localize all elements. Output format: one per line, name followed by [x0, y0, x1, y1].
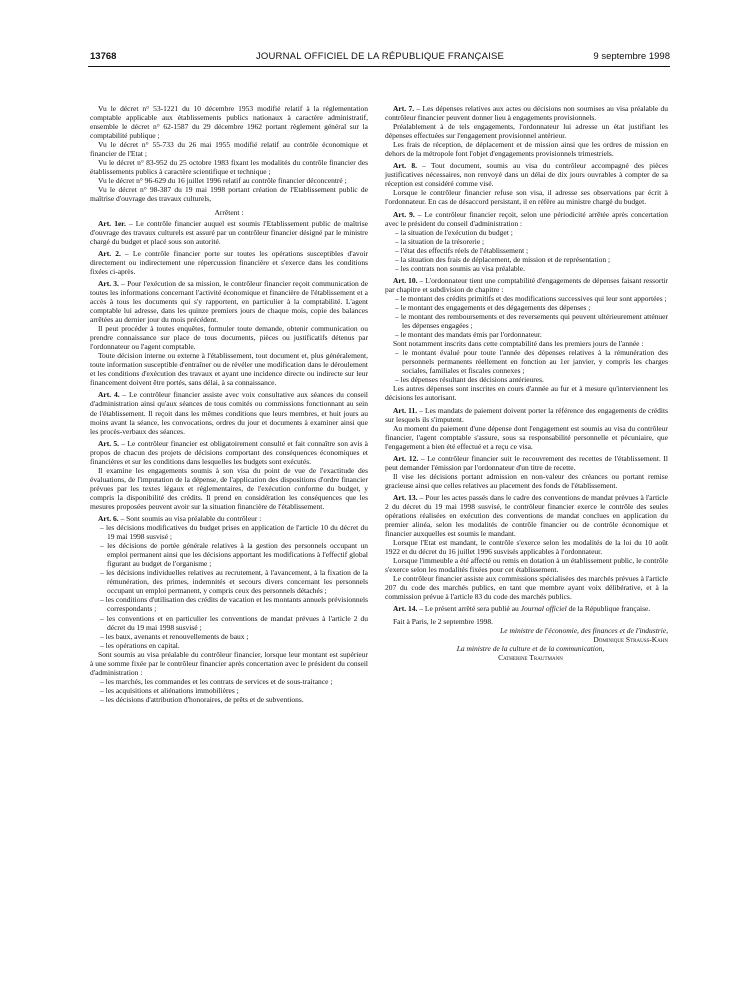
signing-place-date: Fait à Paris, le 2 septembre 1998. — [393, 616, 493, 626]
list-item: – la situation de l'exécution du budget ; — [395, 227, 513, 237]
visa-paragraph: Vu le décret n° 98-387 du 19 mai 1998 portant création de l'Etablissement public de maîtrise d'ouvrage des travaux culturels, — [90, 185, 368, 204]
visa-paragraph: Vu le décret n° 96-629 du 16 juillet 1996 relatif au contrôle financier déconcentré ; — [98, 176, 347, 186]
article-10-list-2 — [385, 348, 668, 384]
list-item: – les conditions d'utilisation des crédits de vacation et les montants annuels prévisionnels correspondants ; — [100, 595, 368, 614]
article-paragraph: Sont soumis au visa préalable du contrôleur financier, lorsque leur montant est supérieur à une somme fixée par le contrôleur financier après concertation avec le président du conseil d'administration : — [90, 649, 368, 677]
article-label: Art. 2. — [98, 248, 121, 258]
page-header — [90, 51, 670, 65]
article-label: Art. 14. — [393, 604, 418, 614]
article-paragraph: Lorsque le contrôleur financier refuse son visa, il adresse ses observations par écrit à l'ordonnateur. En cas de désaccord persistant, il en réfère au ministre chargé du budget. — [385, 188, 668, 207]
article-1: Art. 1er. – Le contrôle financier auquel est soumis l'Etablissement public de maîtrise d'ouvrage des travaux culturels est assuré par un contrôleur financier désigné par le ministre chargé du budget et placé sous son autorité. — [90, 218, 368, 246]
issue-date: 9 septembre 1998 — [593, 51, 670, 62]
article-14: Art. 14. – Le présent arrêté sera publié au Journal officiel de la République française. — [393, 604, 651, 614]
article-12: Art. 12. – Le contrôleur financier suit le recouvrement des recettes de l'établissement. Il peut demander l'émission par l'ordonnateur d'un titre de recette. — [385, 453, 668, 472]
article-label: Art. 1er. — [98, 218, 126, 228]
article-paragraph: Lorsque l'Etat est mandant, le contrôle s'exerce selon les modalités de la loi du 10 août 1922 et du décret du 16 juillet 1996 susvisés applicables à l'ordonnateur. — [385, 538, 668, 557]
article-paragraph: Le contrôleur financier assiste aux commissions spécialisées des marchés prévues à l'article 207 du code des marchés publics, en tant que membre ayant voix délibérative, et à la commission prévue à l'article 83 du code des marchés publics. — [385, 574, 668, 602]
list-item: – les décisions individuelles relatives au recrutement, à l'avancement, à la fixation de la rémunération, des primes, indemnités et secours divers concernant les personnels occupant un emploi permanent, y compris ceux des personnels détachés ; — [100, 568, 368, 596]
article-10: Art. 10. – L'ordonnateur tient une comptabilité d'engagements de dépenses faisant ressortir par chapitre et subdivision de chapitre : — [385, 275, 668, 294]
article-8: Art. 8. – Tout document, soumis au visa du contrôleur accompagné des pièces justificatives nécessaires, non renvoyé dans un délai de dix jours ouvrables à compter de sa réception est considéré comme visé. — [385, 161, 669, 189]
article-paragraph: Au moment du paiement d'une dépense dont l'engagement est soumis au visa du contrôleur financier, l'agent comptable s'assure, sous sa responsabilité personnelle et pécuniaire, que l'engagement a bien été effectué et a reçu ce visa. — [385, 423, 668, 451]
article-label: Art. 11. — [393, 405, 418, 415]
list-item: – la situation de la trésorerie ; — [395, 236, 485, 246]
list-item: – les conventions et en particulier les conventions de mandat prévues à l'article 2 du décret du 19 mai 1998 susvisé ; — [100, 613, 368, 632]
visa-paragraph: Vu le décret n° 53-1221 du 10 décembre 1953 modifié relatif à la réglementation comptable applicable aux établissements publics nationaux à caractère administratif, ensemble le décret n° 62-1587 du 29 décembre 1962 portant règlement général sur la comptabilité publique ; — [90, 104, 368, 141]
list-item: – les décisions de portée générale relatives à la gestion des personnels occupant un emploi permanent ainsi que les décisions apportant les modifications à l'effectif global figurant au budget de l'organisme ; — [100, 541, 368, 569]
list-item: – les dépenses résultant des décisions antérieures. — [395, 375, 544, 385]
visa-paragraph: Vu le décret n° 55-733 du 26 mai 1955 modifié relatif au contrôle économique et financier de l'Etat ; — [90, 140, 368, 159]
visa-paragraph: Vu le décret n° 83-952 du 25 octobre 1983 fixant les modalités du contrôle financier des établissements publics à caractère scientifique et technique ; — [90, 158, 368, 177]
signatory-name: Dominique Strauss-Kahn — [593, 634, 668, 644]
list-item: – le montant des crédits primitifs et des modifications successives qui leur sont apportées ; — [395, 293, 667, 303]
article-label: Art. 4. — [98, 390, 120, 400]
article-paragraph: Sont notamment inscrits dans cette comptabilité dans les premiers jours de l'année : — [393, 339, 644, 349]
article-paragraph: Toute décision interne ou externe à l'établissement, tout document et, plus généralement, toute information susceptible d'entraîner ou de révéler une modification dans le déroulement et les conditions d'exécution des travaux et ayant une incidence directe ou indirecte sur leur financement doivent être portés, sans délai, à sa connaissance. — [90, 351, 368, 388]
article-10-list — [385, 294, 668, 339]
article-7: Art. 7. – Les dépenses relatives aux actes ou décisions non soumises au visa préalable du contrôleur financier peuvent donner lieu à engagements provisionnels. — [385, 104, 668, 123]
article-9: Art. 9. – Le contrôleur financier reçoit, selon une périodicité arrêtée après concertation avec le président du conseil d'administration : — [385, 209, 668, 228]
article-paragraph: Les autres dépenses sont inscrites en cours d'année au fur et à mesure qu'interviennent les décisions les autorisant. — [385, 384, 668, 403]
left-column — [90, 104, 368, 704]
article-paragraph: Les frais de réception, de déplacement et de mission ainsi que les ordres de mission en dehors de la métropole font l'objet d'engagements provisionnels trimestriels. — [385, 140, 668, 159]
list-item: – les décisions d'attribution d'honoraires, de prêts et de subventions. — [100, 694, 304, 704]
list-item: – le montant évalué pour toute l'année des dépenses relatives à la rémunération des personnels permanents réellement en fonction au 1er janvier, y compris les charges sociales, familiales et fiscales connexes ; — [395, 348, 668, 376]
article-paragraph: Il examine les engagements soumis à son visa du point de vue de l'exactitude des évaluations, de l'imputation de la dépense, de l'application des dispositions d'ordre financier prévues par les textes légaux et réglementaires, de l'exécution conforme du budget, y compris la disponibilité des crédits. Il prend en considération les conséquences que les mesures proposées peuvent avoir sur la situation financière de l'établissement. — [90, 465, 368, 511]
list-item: – les contrats non soumis au visa préalable. — [395, 263, 525, 273]
article-2: Art. 2. – Le contrôle financier porte sur toutes les opérations susceptibles d'avoir directement ou indirectement une répercussion financière et s'exerce dans les conditions fixées ci-après. — [90, 248, 368, 276]
article-6-list-2 — [90, 677, 368, 704]
article-label: Art. 7. — [393, 104, 415, 113]
article-label: Art. 8. — [393, 161, 417, 171]
list-item: – la situation des frais de déplacement, de mission et de représentation ; — [395, 254, 611, 264]
list-item: – les opérations en capital. — [100, 640, 180, 650]
article-paragraph: Lorsque l'immeuble a été affecté ou remis en dotation à un établissement public, le contrôle s'exerce selon les modalités fixées pour cet établissement. — [385, 556, 668, 575]
article-3: Art. 3. – Pour l'exécution de sa mission, le contrôleur financier reçoit communication de toutes les informations concernant l'activité économique et financière de l'établissement et a accès à tous les documents qui s'y rapportent, en particulier à la comptabilité. L'agent comptable lui adresse, dans les quinze premiers jours de chaque mois, copie des balances arrêtées au dernier jour du mois précédent. — [90, 278, 368, 325]
list-item: – les acquisitions et aliénations immobilières ; — [100, 685, 239, 695]
signatory-name: Catherine Trautmann — [498, 652, 563, 662]
article-label: Art. 10. — [393, 275, 418, 285]
signature-block-culture — [385, 644, 668, 662]
article-paragraph: Il peut procéder à toutes enquêtes, formuler toute demande, obtenir communication ou prendre connaissance sur place de tous documents, pièces ou justificatifs détenus par l'ordonnateur ou l'agent comptable. — [90, 324, 368, 352]
article-paragraph: Préalablement à de tels engagements, l'ordonnateur lui adresse un état justifiant les dépenses effectuées sur l'engagement provisionnel antérieur. — [385, 122, 668, 141]
article-6-list — [90, 523, 368, 650]
header-rule — [88, 66, 670, 67]
signatory-title: La ministre de la culture et de la communication, — [456, 643, 605, 653]
article-13: Art. 13. – Pour les actes passés dans le cadre des conventions de mandat prévues à l'article 2 du décret du 19 mai 1998 susvisé, le contrôleur financier exerce le contrôle des seules opérations réalisées en exécution des conventions de mandat conclues en application du premier alinéa, selon les modalités de contrôle financier ou de contrôle économique et financier auxquelles est soumis le mandant. — [385, 492, 668, 539]
article-label: Art. 13. — [393, 492, 418, 502]
article-6: Art. 6. – Sont soumis au visa préalable du contrôleur : — [98, 514, 262, 524]
article-11: Art. 11. – Les mandats de paiement doivent porter la référence des engagements de crédits sur lesquels ils s'imputent. — [385, 405, 668, 424]
signature-block-economy — [385, 626, 668, 644]
article-label: Art. 6. — [98, 514, 119, 524]
list-item: – le montant des remboursements et des reversements qui peuvent ultérieurement atténuer les dépenses engagées ; — [395, 312, 668, 331]
page-number: 13768 — [90, 51, 117, 62]
right-column — [385, 104, 668, 662]
article-label: Art. 3. — [98, 278, 119, 288]
article-5: Art. 5. – Le contrôleur financier est obligatoirement consulté et fait connaître son avis à propos de chacun des projets de décisions comportant des conséquences économiques et financières et sur les conditions dans lesquelles les budgets sont exécutés. — [90, 438, 368, 466]
list-item: – les baux, avenants et renouvellements de baux ; — [100, 631, 249, 641]
article-9-list — [385, 228, 668, 273]
article-label: Art. 12. — [393, 453, 419, 463]
list-item: – le montant des engagements et des dégagements des dépenses ; — [395, 302, 591, 312]
article-paragraph: Il vise les décisions portant admission en non-valeur des créances ou portant remise gracieuse ainsi que celles relatives au placement des fonds de l'établissement. — [385, 471, 668, 490]
list-item: – les décisions modificatives du budget prises en application de l'article 10 du décret du 19 mai 1998 susvisé ; — [100, 523, 368, 542]
list-item: – les marchés, les commandes et les contrats de services et de sous-traitance ; — [100, 676, 333, 686]
journal-title: JOURNAL OFFICIEL DE LA RÉPUBLIQUE FRANÇAISE — [255, 51, 505, 62]
article-label: Art. 9. — [393, 209, 415, 219]
list-item: – le montant des mandats émis par l'ordonnateur. — [395, 330, 542, 340]
list-item: – l'état des effectifs réels de l'établissement ; — [395, 245, 529, 255]
signatory-title: Le ministre de l'économie, des finances et de l'industrie, — [500, 625, 668, 635]
article-label: Art. 5. — [98, 438, 120, 448]
journal-reference: Journal officiel — [520, 604, 567, 614]
article-4: Art. 4. – Le contrôleur financier assiste avec voix consultative aux séances du conseil d'administration ainsi qu'aux séances de tous comités ou commissions fonctionnant au sein de l'établissement. Il reçoit dans les mêmes conditions que leurs membres, et huit jours au moins avant la séance, les convocations, ordres du jour et documents à examiner ainsi que les procès-verbaux des séances. — [90, 390, 368, 436]
arrete-heading: Arrêtent : — [214, 207, 244, 217]
